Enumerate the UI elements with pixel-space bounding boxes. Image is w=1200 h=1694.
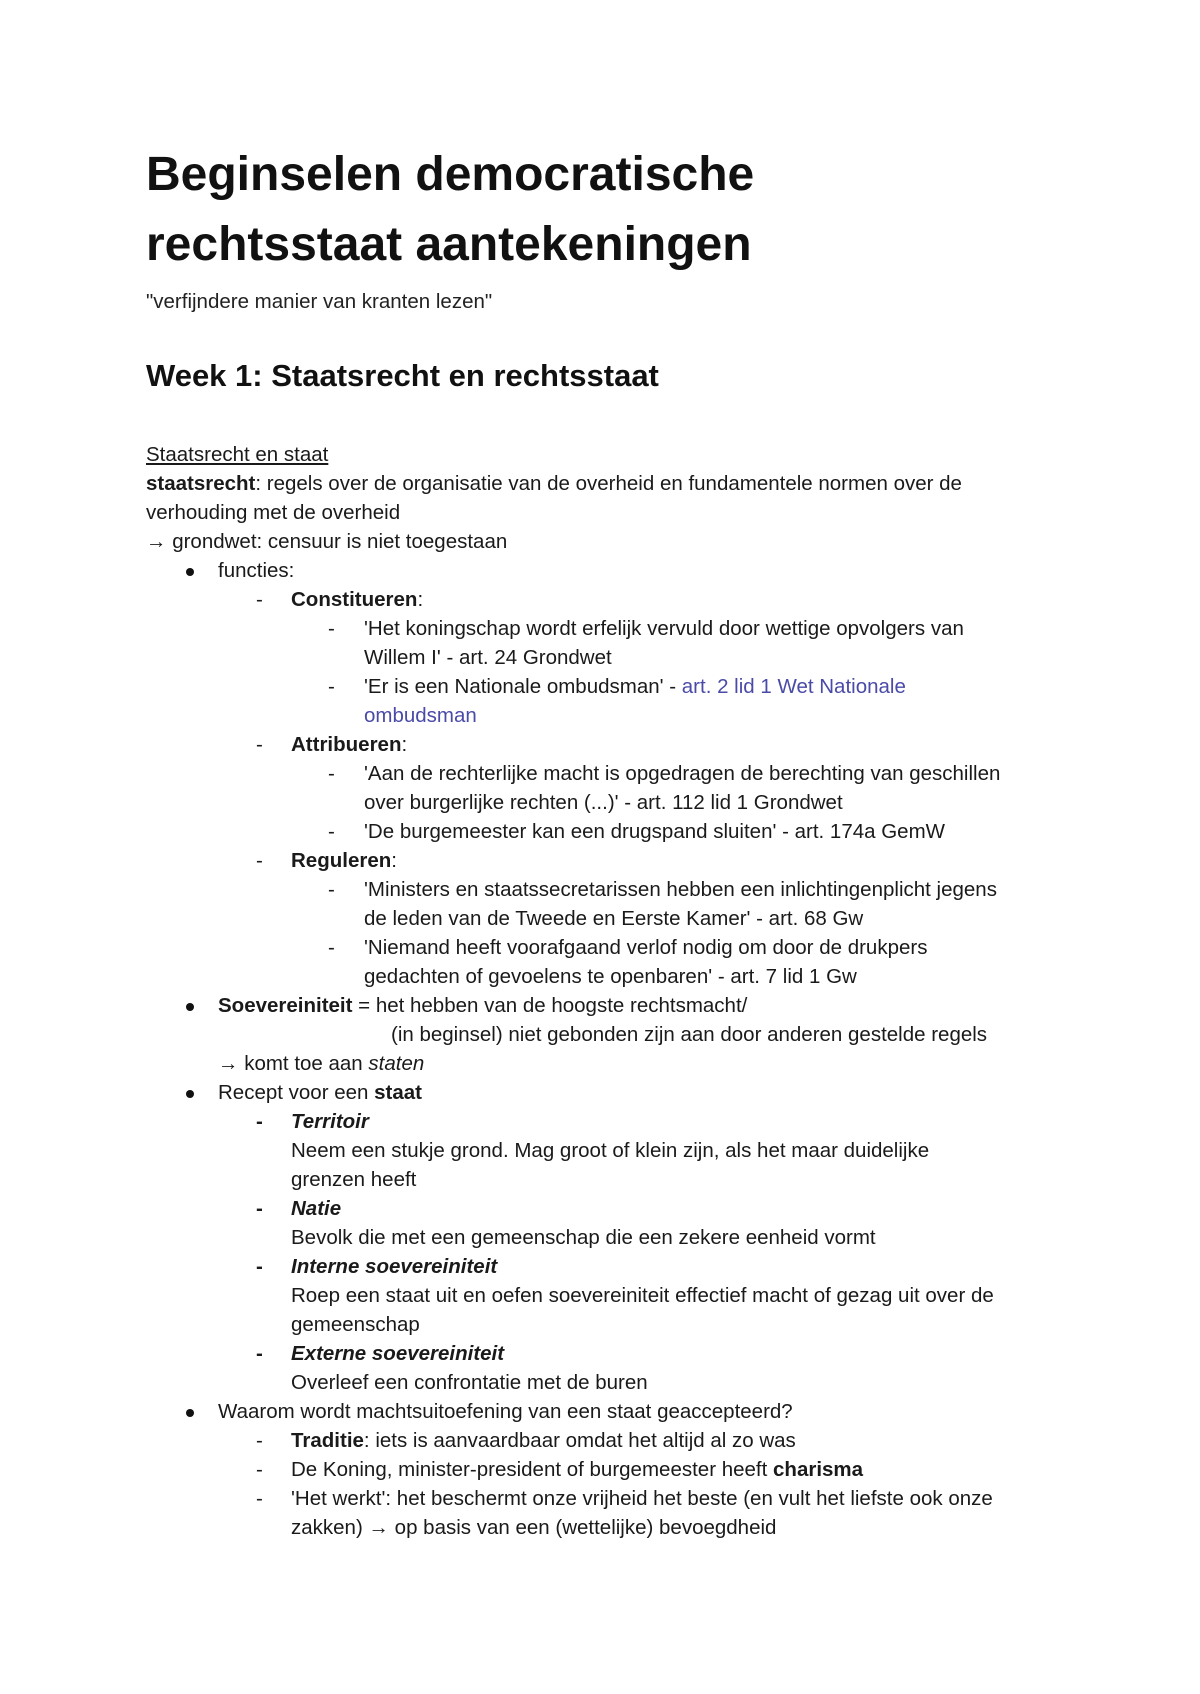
wet-nationale-ombudsman-link[interactable]: art. 2 lid 1 Wet Nationale [681,675,906,698]
soevereiniteit-line-3-em: staten [368,1052,425,1075]
koning-text: De Koning, minister-president of burgemeester heeft [291,1458,774,1481]
document-title-line-1: Beginselen democratische [146,148,755,201]
territoir-desc-1: Neem een stukje grond. Mag groot of klein zijn, als het maar duidelijke [291,1139,930,1162]
constitueren-quote-2-text: 'Er is een Nationale ombudsman' - [364,675,682,698]
subtitle: "verfijndere manier van kranten lezen" [146,290,493,313]
wet-nationale-ombudsman-link-cont[interactable]: ombudsman [364,704,477,727]
dash-werkt: - [256,1487,263,1510]
soevereiniteit-line-3-prefix: → komt toe aan [218,1052,369,1075]
dash-reguleren-q1: - [328,878,335,901]
recept-line [218,1078,422,1107]
reguleren-quote-1a: 'Ministers en staatssecretarissen hebben een inlichtingenplicht jegens [364,878,997,901]
definition-text: : regels over de organisatie van de overheid en fundamentele normen over de [255,472,962,495]
dash-reguleren: - [256,849,263,872]
recept-bold: staat [374,1081,422,1104]
koning-item [291,1455,863,1484]
dash-constitueren: - [256,588,263,611]
attribueren-quote-1b: over burgerlijke rechten (...)' - art. 112 lid 1 Grondwet [364,791,843,814]
document-title-line-2: rechtsstaat aantekeningen [146,218,752,271]
bullet-recept [186,1090,194,1098]
constitueren-quote-1b: Willem I' - art. 24 Grondwet [364,646,612,669]
grondwet-line: → grondwet: censuur is niet toegestaan [146,530,508,553]
attribueren-item: Attribueren: [291,733,408,756]
reguleren-quote-2b: gedachten of gevoelens te openbaren' - art. 7 lid 1 Gw [364,965,857,988]
soevereiniteit-line-1 [218,991,747,1020]
attribueren-quote-1a: 'Aan de rechterlijke macht is opgedragen de berechting van geschillen [364,762,1001,785]
constitueren-label: Constitueren [291,588,418,611]
natie-label: Natie [291,1197,342,1220]
traditie-item [291,1426,796,1455]
section-heading: Staatsrecht en staat [146,443,329,466]
dash-constitueren-q1: - [328,617,335,640]
soevereiniteit-line-3 [218,1049,424,1078]
definition-line-1 [146,469,962,498]
soevereiniteit-term: Soevereiniteit [218,994,353,1017]
bullet-waarom [186,1409,194,1417]
attribueren-label: Attribueren [291,733,402,756]
dash-externe: - [256,1342,263,1365]
constitueren-quote-2 [364,672,906,701]
dash-interne: - [256,1255,263,1278]
bullet-functies [186,568,194,576]
interne-label: Interne soevereiniteit [291,1255,498,1278]
dash-attribueren-q2: - [328,820,335,843]
dash-traditie: - [256,1429,263,1452]
werkt-line-1: 'Het werkt': het beschermt onze vrijheid het beste (en vult het liefste ook onze [291,1487,993,1510]
traditie-text: : iets is aanvaardbaar omdat het altijd al zo was [363,1429,796,1452]
koning-bold: charisma [773,1458,864,1481]
natie-desc-1: Bevolk die met een gemeenschap die een zekere eenheid vormt [291,1226,876,1249]
attribueren-quote-2: 'De burgemeester kan een drugspand sluiten' - art. 174a GemW [364,820,945,843]
dash-attribueren: - [256,733,263,756]
soevereiniteit-def: = het hebben van de hoogste rechtsmacht/ [352,994,748,1017]
externe-label: Externe soevereiniteit [291,1342,505,1365]
bullet-soevereiniteit [186,1003,194,1011]
waarom-line: Waarom wordt machtsuitoefening van een staat geaccepteerd? [218,1400,793,1423]
reguleren-item: Reguleren: [291,849,397,872]
definition-term: staatsrecht [146,472,256,495]
soevereiniteit-line-2: (in beginsel) niet gebonden zijn aan door anderen gestelde regels [391,1023,988,1046]
week-heading: Week 1: Staatsrecht en rechtsstaat [146,358,659,393]
reguleren-quote-2a: 'Niemand heeft voorafgaand verlof nodig om door de drukpers [364,936,928,959]
traditie-term: Traditie [291,1429,364,1452]
recept-prefix: Recept voor een [218,1081,375,1104]
dash-koning: - [256,1458,263,1481]
werkt-line-2: zakken) → op basis van een (wettelijke) bevoegdheid [291,1516,777,1539]
constitueren-quote-1a: 'Het koningschap wordt erfelijk vervuld door wettige opvolgers van [364,617,964,640]
definition-line-2: verhouding met de overheid [146,501,401,524]
interne-desc-2: gemeenschap [291,1313,420,1336]
functies-label: functies: [218,559,295,582]
interne-desc-1: Roep een staat uit en oefen soevereiniteit effectief macht of gezag uit over de [291,1284,994,1307]
reguleren-quote-1b: de leden van de Tweede en Eerste Kamer' - art. 68 Gw [364,907,864,930]
dash-territoir: - [256,1110,263,1133]
dash-reguleren-q2: - [328,936,335,959]
dash-constitueren-q2: - [328,675,335,698]
externe-desc-1: Overleef een confrontatie met de buren [291,1371,648,1394]
dash-attribueren-q1: - [328,762,335,785]
territoir-desc-2: grenzen heeft [291,1168,417,1191]
territoir-label: Territoir [291,1110,369,1133]
dash-natie: - [256,1197,263,1220]
reguleren-label: Reguleren [291,849,392,872]
constitueren-item: Constitueren: [291,588,424,611]
